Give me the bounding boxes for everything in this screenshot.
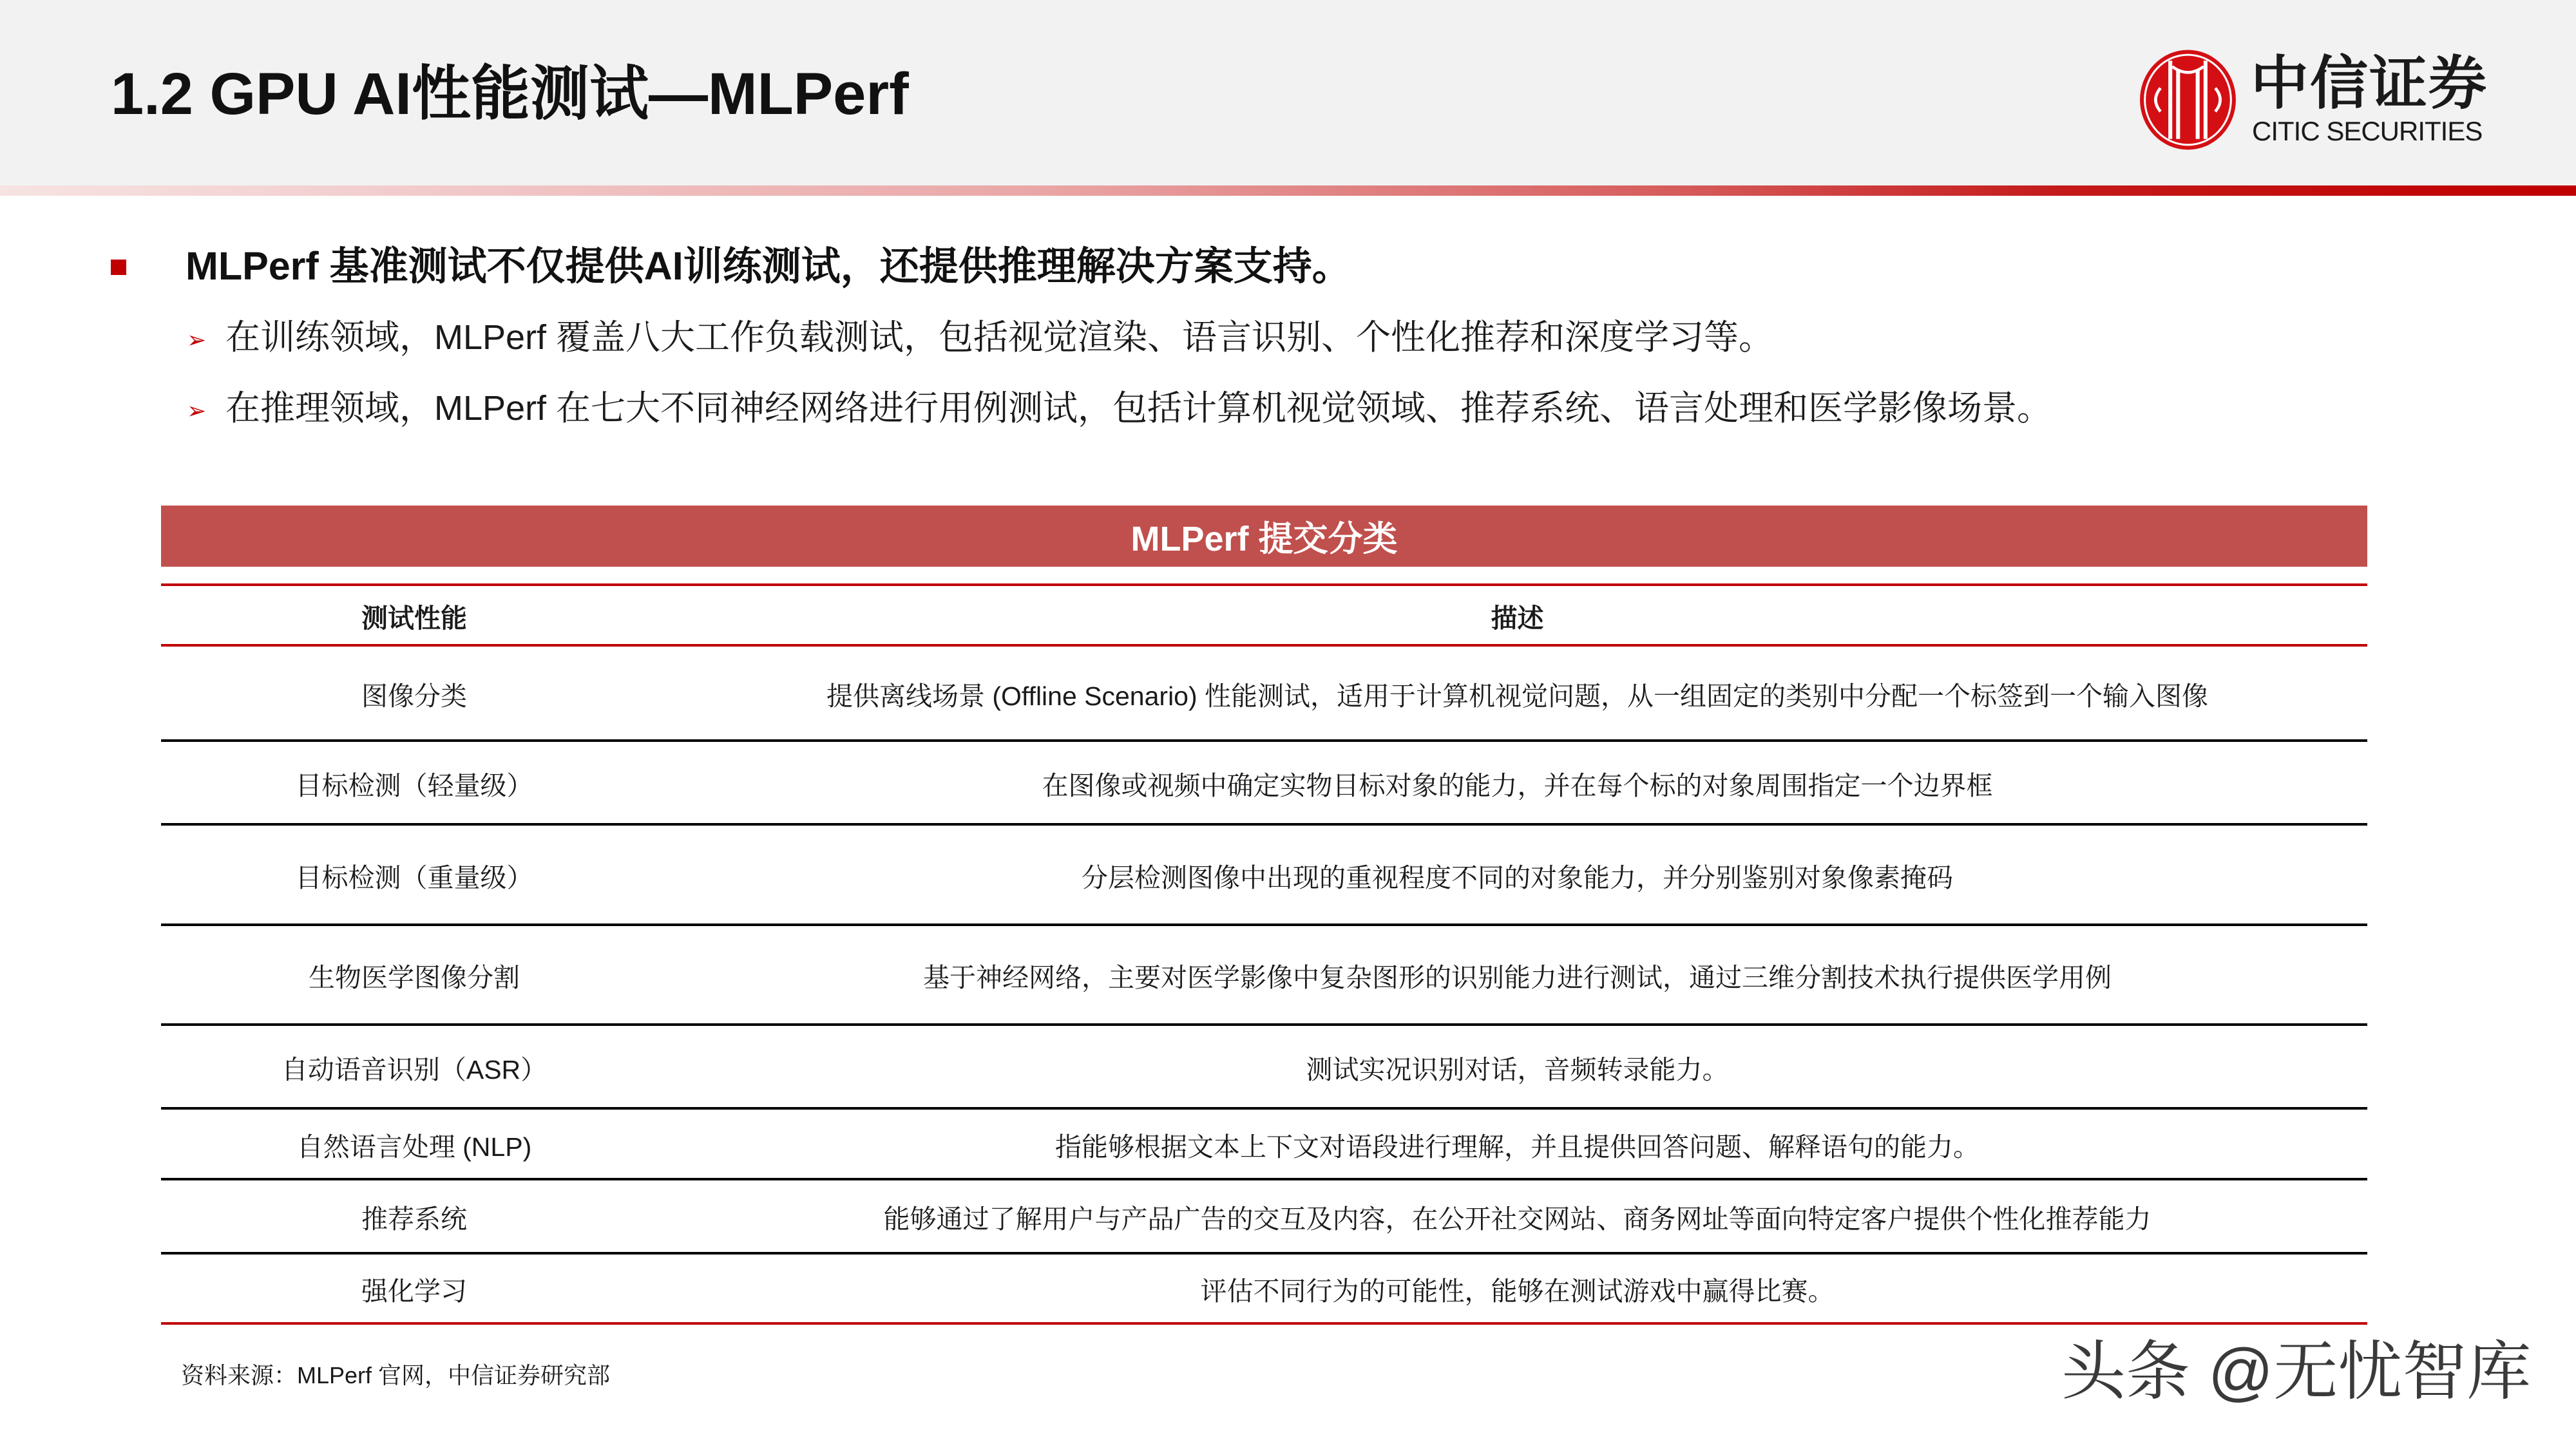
watermark: 头条 @无忧智库 bbox=[2061, 1336, 2532, 1408]
logo-english-text: CITIC SECURITIES bbox=[2252, 116, 2483, 146]
table-cell-description: 能够通过了解用户与产品广告的交互及内容，在公开社交网站、商务网址等面向特定客户提供个性化推荐能力 bbox=[883, 1204, 2151, 1234]
table-title: MLPerf 提交分类 bbox=[161, 506, 2367, 567]
table-cell-test: 自动语音识别（ASR） bbox=[281, 1054, 548, 1084]
source-note: 资料来源：MLPerf 官网，中信证券研究部 bbox=[181, 1362, 611, 1388]
table-cell-test: 强化学习 bbox=[361, 1276, 467, 1306]
square-bullet-icon bbox=[111, 260, 126, 275]
sub-bullet bbox=[187, 390, 2052, 428]
citic-logo-icon bbox=[2139, 49, 2237, 151]
sub-bullet-text: 在推理领域，MLPerf 在七大不同神经网络进行用例测试，包括计算机视觉领域、推荐系统、语言处理和医学影像场景。 bbox=[225, 389, 2052, 428]
table-cell-description: 评估不同行为的可能性，能够在测试游戏中赢得比赛。 bbox=[1200, 1276, 1835, 1306]
table-cell-test: 目标检测（轻量级） bbox=[295, 770, 533, 800]
arrow-bullet-icon: ➢ bbox=[187, 397, 207, 424]
table-bottom-border bbox=[161, 1322, 2367, 1325]
main-bullet-text: MLPerf 基准测试不仅提供AI训练测试，还提供推理解决方案支持。 bbox=[186, 244, 1351, 288]
table-cell-test: 图像分类 bbox=[361, 681, 467, 711]
table-cell-description: 在图像或视频中确定实物目标对象的能力，并在每个标的对象周围指定一个边界框 bbox=[1042, 770, 1993, 800]
table-cell-description: 指能够根据文本上下文对语段进行理解，并且提供回答问题、解释语句的能力。 bbox=[1055, 1132, 1980, 1162]
table-cell-description: 基于神经网络，主要对医学影像中复杂图形的识别能力进行测试，通过三维分割技术执行提供医学用例 bbox=[923, 963, 2112, 992]
gradient-divider bbox=[0, 185, 2576, 196]
sub-bullet bbox=[187, 319, 1773, 357]
table-cell-test: 自然语言处理 (NLP) bbox=[296, 1132, 532, 1162]
table-cell-test: 推荐系统 bbox=[361, 1204, 467, 1234]
table-cell-test: 目标检测（重量级） bbox=[295, 862, 533, 893]
sub-bullet-text: 在训练领域，MLPerf 覆盖八大工作负载测试，包括视觉渲染、语言识别、个性化推荐和深度学习等。 bbox=[225, 318, 1774, 357]
page-title: 1.2 GPU AI性能测试—MLPerf bbox=[111, 61, 909, 127]
arrow-bullet-icon: ➢ bbox=[187, 326, 207, 353]
table-cell-description: 测试实况识别对话，音频转录能力。 bbox=[1306, 1054, 1729, 1084]
column-header: 测试性能 bbox=[361, 603, 467, 633]
table-cell-description: 提供离线场景 (Offline Scenario) 性能测试，适用于计算机视觉问题，从一组固定的类别中分配一个标签到一个输入图像 bbox=[826, 681, 2209, 711]
logo-chinese-text: 中信证券 bbox=[2251, 49, 2488, 117]
table-cell-test: 生物医学图像分割 bbox=[309, 963, 520, 992]
table-cell-description: 分层检测图像中出现的重视程度不同的对象能力，并分别鉴别对象像素掩码 bbox=[1082, 862, 1953, 893]
column-header: 描述 bbox=[1491, 603, 1544, 633]
